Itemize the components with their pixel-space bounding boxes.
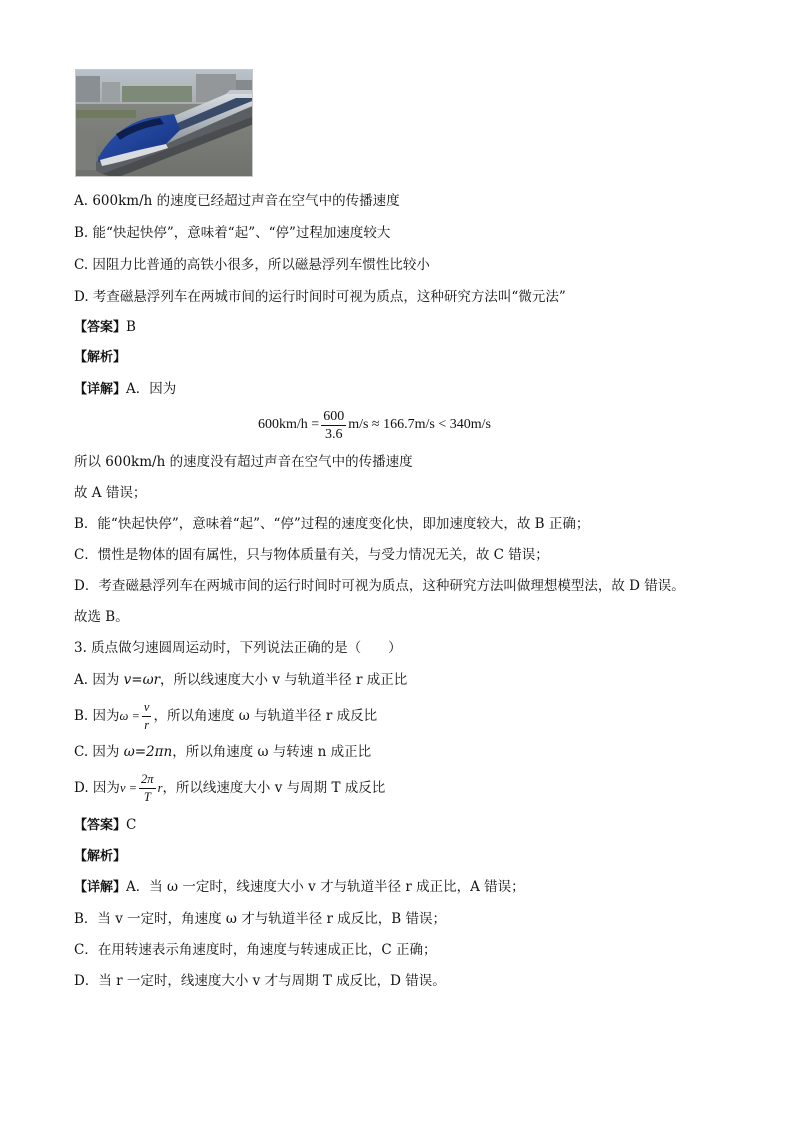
- q2-detail-line4: C．惯性是物体的固有属性，只与物体质量有关，与受力情况无关，故 C 错误；: [74, 547, 549, 563]
- q2-option-b: B. 能“快起快停”，意味着“起”、“停”过程加速度较大: [74, 225, 391, 241]
- q2-speed-formula: [258, 405, 491, 445]
- q3-analysis-label: 【解析】: [74, 849, 127, 864]
- q2-detail-lead: [74, 380, 176, 399]
- maglev-train-image: [76, 70, 253, 177]
- q3-option-a: A. 因为 v=ωr，所以线速度大小 v 与轨道半径 r 成正比: [74, 672, 408, 688]
- q2-formula-numerator: 600: [323, 408, 345, 424]
- q2-option-a: A. 600km/h 的速度已经超过声音在空气中的传播速度: [74, 193, 400, 209]
- q2-detail-line3: B．能“快起快停”，意味着“起”、“停”过程的速度变化快，即加速度较大，故 B 正确；: [74, 516, 590, 532]
- q3-detail-label: 【详解】: [74, 880, 127, 895]
- q2-detail-line2: 故 A 错误；: [74, 485, 147, 501]
- q2-formula-fraction: [321, 409, 346, 442]
- q3-option-d-formula: v = $\frac{2\pi}{T}$ r: [119, 771, 163, 804]
- q2-answer-value: B: [126, 319, 136, 335]
- q2-analysis-label: 【解析】: [74, 350, 127, 365]
- q3-detail-line3: C．在用转速表示角速度时，角速度与转速成正比，C 正确；: [74, 942, 437, 958]
- q2-formula-denominator: 3.6: [324, 426, 343, 442]
- q3-option-a-math: v=ωr: [123, 672, 161, 688]
- q2-formula-rhs: m/s ≈ 166.7m/s < 340m/s: [348, 417, 491, 432]
- q2-option-c: C. 因阻力比普通的高铁小很多，所以磁悬浮列车惯性比较小: [74, 257, 430, 273]
- q2-formula-lhs: 600km/h =: [258, 417, 320, 432]
- q3-option-d: D. 因为 v = $\frac{2\pi}{T}$ r ，所以线速度大小 v 与周期 T 成反比: [74, 771, 386, 804]
- q3-option-c: C. 因为 ω=2πn，所以角速度 ω 与转速 n 成正比: [74, 744, 372, 760]
- q2-option-d: D. 考查磁悬浮列车在两城市间的运行时间时可视为质点，这种研究方法叫“微元法”: [74, 289, 566, 305]
- q2-detail-label: 【详解】: [74, 382, 127, 397]
- q2-detail-line1: 所以 600km/h 的速度没有超过声音在空气中的传播速度: [74, 454, 413, 470]
- q3-option-b: B. 因为 ω = $\frac{v}{r}$ ，所以角速度 ω 与轨道半径 r 成反比: [74, 699, 378, 732]
- q3-answer-label: 【答案】: [74, 818, 127, 833]
- q3-answer: [74, 816, 136, 835]
- maglev-train-photo: [75, 69, 253, 177]
- q3-detail-line2: B．当 v 一定时，角速度 ω 才与轨道半径 r 成反比，B 错误；: [74, 911, 446, 927]
- q3-option-b-formula: ω = $\frac{v}{r}$: [119, 699, 150, 732]
- q2-answer: [74, 318, 136, 337]
- q3-detail-line4: D．当 r 一定时，线速度大小 v 才与周期 T 成反比，D 错误。: [74, 973, 446, 989]
- q3-option-c-math: ω=2πn: [123, 744, 173, 760]
- q2-detail-line6: 故选 B。: [74, 609, 129, 625]
- q2-detail-line5: D．考查磁悬浮列车在两城市间的运行时间时可视为质点，这种研究方法叫做理想模型法，故 D 错误。: [74, 578, 685, 594]
- q3-answer-value: C: [126, 817, 137, 833]
- q2-answer-label: 【答案】: [74, 320, 127, 335]
- q3-stem: 3. 质点做匀速圆周运动时，下列说法正确的是（ ）: [74, 640, 402, 656]
- q3-detail-line1: 【详解】A．当 ω 一定时，线速度大小 v 才与轨道半径 r 成正比，A 错误；: [74, 879, 525, 895]
- q2-detail-lead-text: A．因为: [126, 381, 177, 397]
